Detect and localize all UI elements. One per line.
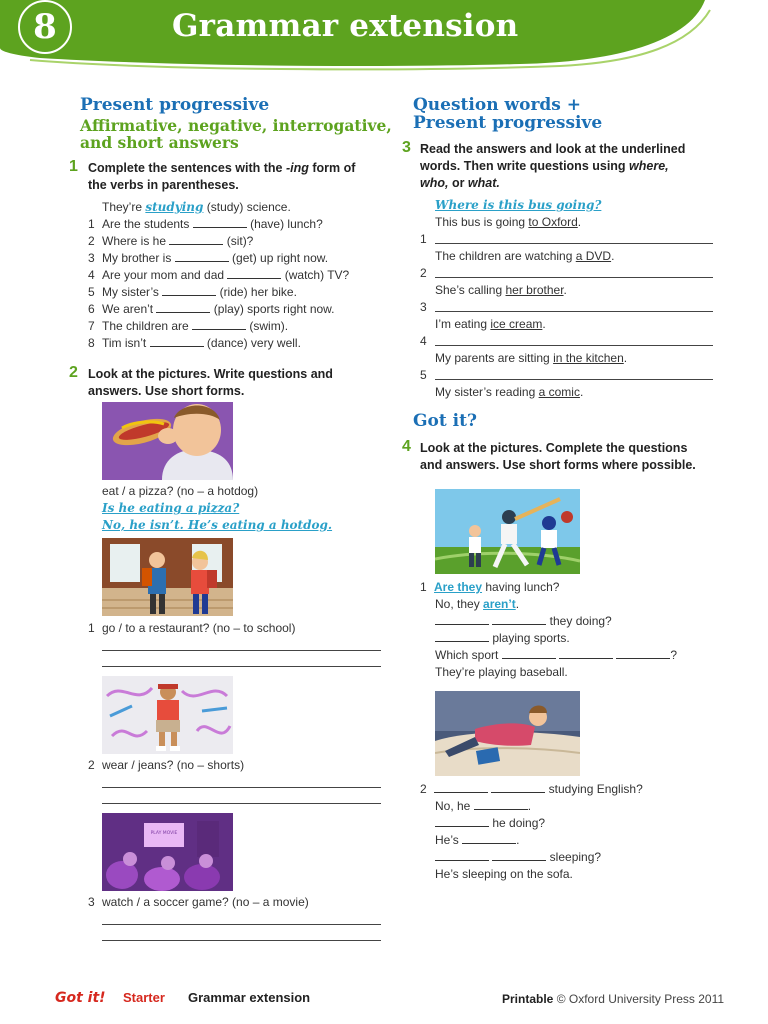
exercise-2-item: 2 wear / jeans? (no – shorts) [88, 758, 245, 772]
section-subheading-1: Affirmative, negative, interrogative, [80, 116, 392, 135]
exercise-3-item-number: 5 [420, 368, 427, 382]
exercise-4-line-a6: They’re playing baseball. [435, 665, 568, 679]
exercise-2-item: 3 watch / a soccer game? (no – a movie) [88, 895, 309, 909]
exercise-4-line-a1: 1 Are they having lunch? [420, 580, 560, 594]
answer-blank[interactable] [492, 613, 546, 625]
exercise-4-number: 4 [402, 438, 411, 455]
got-it-heading: Got it? [413, 411, 477, 431]
answer-blank[interactable] [435, 815, 489, 827]
writing-line[interactable] [435, 243, 713, 244]
exercise-3-item-answer: I’m eating ice cream. [435, 317, 546, 331]
footer-brand: Got it! [55, 990, 106, 1006]
exercise-3-item-number: 1 [420, 232, 427, 246]
answer-blank[interactable] [162, 284, 216, 296]
section-heading-left: Present progressive [80, 95, 270, 115]
answer-blank[interactable] [434, 781, 488, 793]
writing-line[interactable] [102, 924, 381, 925]
exercise-4-line-b1: 2 studying English? [420, 782, 643, 796]
unit-number: 8 [33, 7, 57, 47]
exercise-4-line-a3: they doing? [435, 613, 612, 629]
exercise-1-item: 8 Tim isn’t (dance) very well. [88, 336, 301, 350]
exercise-4-line-a5: Which sport ? [435, 648, 678, 662]
exercise-4-instruction-line-2: and answers. Use short forms where possible. [420, 458, 696, 472]
section-subheading-2: and short answers [80, 133, 239, 152]
exercise-4-line-b4: He’s . [435, 833, 520, 847]
page-title: Grammar extension [172, 8, 519, 44]
section-heading-right-1: Question words + [413, 95, 582, 115]
exercise-2-number: 2 [69, 364, 78, 381]
exercise-2-example-question: Is he eating a pizza? [102, 501, 240, 515]
exercise-3-item-number: 2 [420, 266, 427, 280]
exercise-2-instruction-line-2: answers. Use short forms. [88, 384, 245, 398]
graffiti-boy-picture [102, 676, 233, 754]
writing-line[interactable] [102, 940, 381, 941]
exercise-3-item-number: 3 [420, 300, 427, 314]
footer-level: Starter [123, 990, 165, 1005]
answer-blank[interactable] [227, 267, 281, 279]
writing-line[interactable] [102, 787, 381, 788]
footer-section: Grammar extension [188, 990, 311, 1005]
exercise-3-item-answer: The children are watching a DVD. [435, 249, 615, 263]
writing-line[interactable] [102, 650, 381, 651]
exercise-3-instruction-line-2: words. Then write questions using where, [420, 159, 669, 173]
exercise-3-number: 3 [402, 139, 411, 156]
section-heading-right-2: Present progressive [413, 113, 603, 133]
exercise-3-item-answer: My parents are sitting in the kitchen. [435, 351, 628, 365]
exercise-3-instruction-line-3: who, or what. [420, 176, 500, 190]
answer-blank[interactable] [192, 318, 246, 330]
answer-blank[interactable] [156, 301, 210, 313]
exercise-3-example-answer: This bus is going to Oxford. [435, 215, 582, 229]
exercise-1-item: 7 The children are (swim). [88, 319, 289, 333]
exercise-1-item: 5 My sister’s (ride) her bike. [88, 285, 297, 299]
exercise-1-item: 1 Are the students (have) lunch? [88, 217, 323, 231]
answer-blank[interactable] [435, 613, 489, 625]
answer-blank[interactable] [175, 250, 229, 262]
exercise-1-instruction-line-1: Complete the sentences with the -ing form of [88, 161, 356, 175]
exercise-3-example-question: Where is this bus going? [435, 198, 602, 212]
writing-line[interactable] [435, 311, 713, 312]
sleeping-boy-picture [435, 691, 580, 776]
exercise-4-line-b2: No, he . [435, 799, 532, 813]
exercise-1-number: 1 [69, 158, 78, 175]
answer-blank[interactable] [474, 798, 528, 810]
answer-blank[interactable] [462, 832, 516, 844]
answer-blank[interactable] [169, 233, 223, 245]
exercise-4-line-b5: sleeping? [435, 849, 601, 865]
answer-blank[interactable] [502, 647, 556, 659]
exercise-3-item-answer: My sister’s reading a comic. [435, 385, 584, 399]
answer-blank[interactable] [491, 781, 545, 793]
exercise-3-item-answer: She’s calling her brother. [435, 283, 567, 297]
exercise-2-instruction-line-1: Look at the pictures. Write questions and [88, 367, 333, 381]
hotdog-boy-picture [102, 402, 233, 480]
exercise-4-line-b6: He’s sleeping on the sofa. [435, 867, 573, 881]
answer-blank[interactable] [559, 647, 613, 659]
writing-line[interactable] [435, 379, 713, 380]
school-kids-picture [102, 538, 233, 616]
movie-picture [102, 813, 233, 891]
answer-blank[interactable] [150, 335, 204, 347]
answer-blank[interactable] [616, 647, 670, 659]
exercise-2-item: 1 go / to a restaurant? (no – to school) [88, 621, 296, 635]
exercise-2-example-prompt: eat / a pizza? (no – a hotdog) [102, 484, 259, 498]
writing-line[interactable] [435, 345, 713, 346]
exercise-3-item-number: 4 [420, 334, 427, 348]
answer-blank[interactable] [435, 849, 489, 861]
exercise-4-line-b3: he doing? [435, 815, 545, 831]
writing-line[interactable] [435, 277, 713, 278]
exercise-1-item: 3 My brother is (get) up right now. [88, 251, 329, 265]
exercise-1-item: 4 Are your mom and dad (watch) TV? [88, 268, 350, 282]
exercise-1-example: They’re studying (study) science. [102, 200, 291, 214]
baseball-picture [435, 489, 580, 574]
exercise-3-instruction-line-1: Read the answers and look at the underlined [420, 142, 686, 156]
screen-caption: PLAY MOVIE [150, 831, 178, 836]
exercise-4-instruction-line-1: Look at the pictures. Complete the questions [420, 441, 688, 455]
writing-line[interactable] [102, 803, 381, 804]
exercise-1-item: 2 Where is he (sit)? [88, 234, 254, 248]
writing-line[interactable] [102, 666, 381, 667]
footer-copyright: Printable © Oxford University Press 2011 [502, 992, 725, 1006]
exercise-1-item: 6 We aren’t (play) sports right now. [88, 302, 335, 316]
exercise-2-example-answer: No, he isn’t. He’s eating a hotdog. [102, 518, 333, 532]
answer-blank[interactable] [492, 849, 546, 861]
exercise-1-instruction-line-2: the verbs in parentheses. [88, 178, 239, 192]
exercise-4-line-a4: playing sports. [435, 630, 570, 646]
exercise-4-line-a2: No, they aren’t. [435, 597, 520, 611]
answer-blank[interactable] [193, 216, 247, 228]
answer-blank[interactable] [435, 630, 489, 642]
